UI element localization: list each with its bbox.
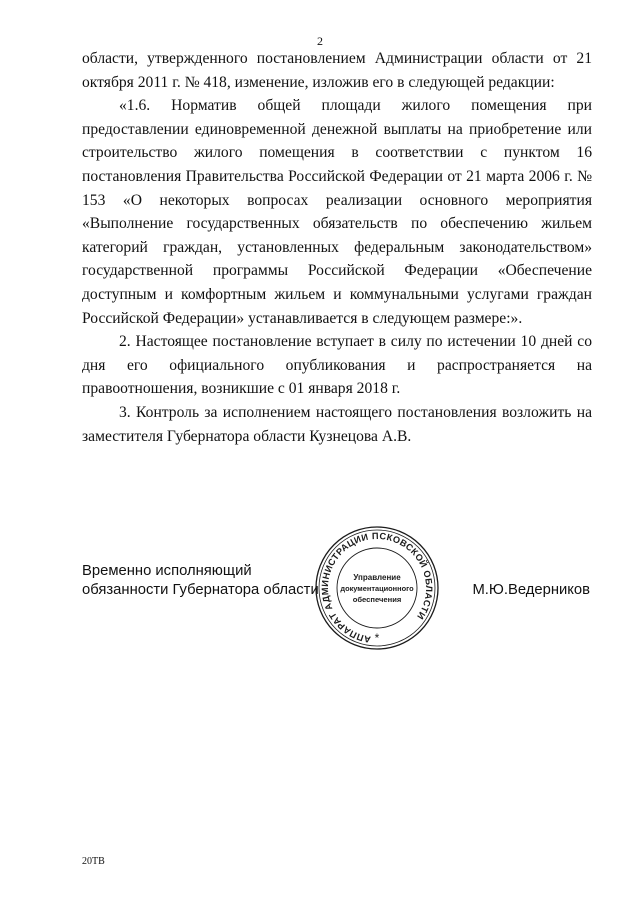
stamp-star-icon: * [374, 631, 380, 645]
paragraph-continuation: области, утвержденного постановлением Администрации области от 21 октября 2011 г. № 418, изменение, изложив его в следующей редакции: [82, 50, 592, 91]
stamp-center-line-2: документационного [340, 584, 414, 593]
stamp-ring-text: АППАРАТ АДМИНИСТРАЦИИ ПСКОВСКОЙ ОБЛАСТИ [319, 530, 435, 645]
signatory-title-line-1: Временно исполняющий [82, 563, 252, 579]
stamp-center-line-1: Управление [353, 573, 401, 582]
paragraph-control: 3. Контроль за исполнением настоящего постановления возложить на заместителя Губернатора области Кузнецова А.В. [82, 403, 592, 445]
signatory-name: М.Ю.Ведерников [472, 582, 590, 598]
signatory-title [82, 562, 319, 600]
document-code: 20ТВ [82, 856, 105, 867]
paragraph-norm-1-6: «1.6. Норматив общей площади жилого помещения при предоставлении единовременной денежной выплаты на приобретение или строительство жилого помещения в соответствии с пунктом 16 постановления Правительства Российской Федерации от 21 марта 2006 г. № 153 «О некоторых вопросах реализации основного мероприятия «Выполнение государственных обязательств по обеспечению жильем категорий граждан, установленных федеральным законодательством» государственной программы Российской Федерации «Обеспечение доступным и комфортным жильем и коммунальными услугами граждан Российской Федерации» устанавливается в следующем размере:». [82, 97, 592, 327]
official-stamp [313, 524, 441, 652]
signatory-title-line-2: обязанности Губернатора области [82, 582, 319, 598]
stamp-center-line-3: обеспечения [352, 595, 402, 604]
page-number: 2 [317, 34, 323, 48]
paragraph-effective-date: 2. Настоящее постановление вступает в силу по истечении 10 дней со дня его официального опубликования и распространяется на правоотношения, возникшие с 01 января 2018 г. [82, 333, 592, 398]
document-body [82, 47, 592, 448]
